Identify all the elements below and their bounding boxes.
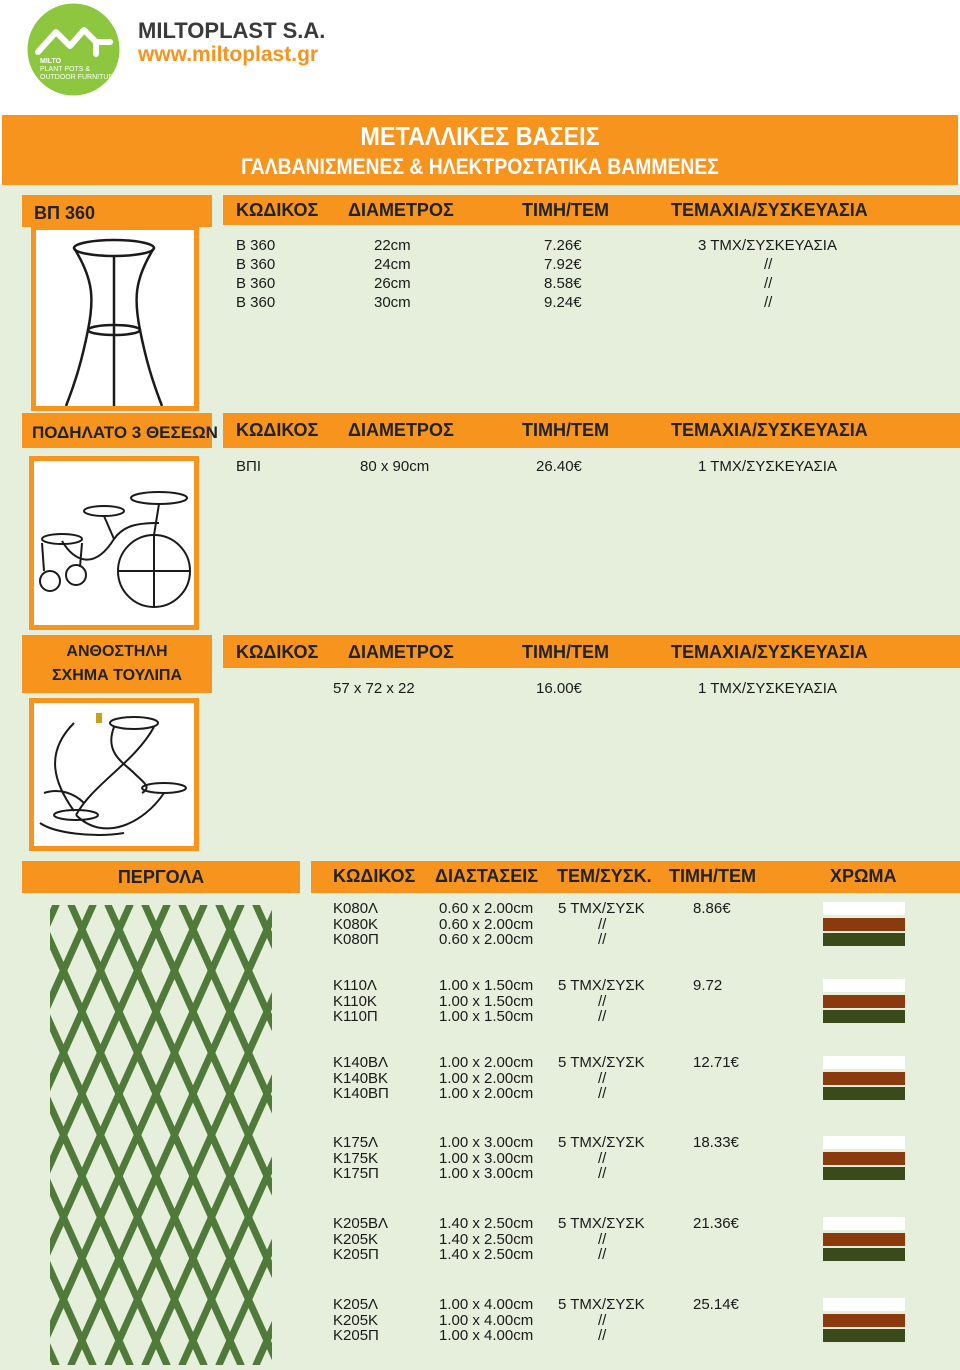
cell-pack: // xyxy=(598,1069,607,1087)
section-name-text: ΠΟΔΗΛΑΤΟ 3 ΘΕΣΕΩΝ xyxy=(32,423,218,442)
color-swatch xyxy=(823,902,905,915)
color-swatch xyxy=(823,995,905,1008)
col-header-price: ΤΙΜΗ/ΤΕΜ xyxy=(522,420,609,440)
cell-pack: // xyxy=(598,931,607,949)
cell-pack: // xyxy=(764,294,773,311)
cell-code: Κ080Λ xyxy=(333,900,379,917)
cell-diameter: 80 x 90cm xyxy=(360,458,430,475)
col-header-color: ΧΡΩΜΑ xyxy=(830,866,897,886)
cell-pack: 5 ΤΜΧ/ΣΥΣΚ xyxy=(558,1134,645,1151)
cell-pack: // xyxy=(598,1327,607,1345)
cell-dims: 0.60 x 2.00cm xyxy=(439,931,534,949)
color-swatch xyxy=(823,979,905,992)
product-image-tulip xyxy=(29,698,199,851)
col-header-dims: ΔΙΑΣΤΑΣΕΙΣ xyxy=(435,866,539,886)
cell-code: Β 360 xyxy=(236,275,276,292)
col-header-pack: ΤΕΜΑΧΙΑ/ΣΥΣΚΕΥΑΣΙΑ xyxy=(671,420,868,440)
col-header-code: ΚΩΔΙΚΟΣ xyxy=(333,866,416,886)
cell-dims: 1.00 x 3.00cm xyxy=(439,1149,534,1167)
color-swatch xyxy=(823,1087,905,1100)
col-header-pack: ΤΕΜΑΧΙΑ/ΣΥΣΚΕΥΑΣΙΑ xyxy=(671,642,868,662)
color-swatch xyxy=(823,918,905,931)
bicycle-planter-icon xyxy=(34,461,194,625)
cell-dims: 1.00 x 1.50cm xyxy=(439,977,534,994)
cell-dims: 0.60 x 2.00cm xyxy=(439,900,534,917)
cell-code: Κ080Π xyxy=(333,931,379,949)
cell-pack: 3 ΤΜΧ/ΣΥΣΚΕΥΑΣΙΑ xyxy=(698,237,837,254)
cell-code: Κ140ΒΚ xyxy=(333,1069,389,1087)
product-image-trellis xyxy=(50,905,272,1365)
cell-dims: 1.00 x 4.00cm xyxy=(439,1296,534,1313)
cell-pack: // xyxy=(598,1246,607,1264)
color-swatch xyxy=(823,1136,905,1149)
cell-code: Κ175Λ xyxy=(333,1134,379,1151)
color-swatch xyxy=(823,1248,905,1261)
cell-code: Κ110Λ xyxy=(333,977,377,994)
section-name-line-2: ΣΧΗΜΑ ΤΟΥΛΙΠΑ xyxy=(51,667,183,684)
cell-code: Κ205Π xyxy=(333,1327,379,1345)
section-name-line-1: ΑΝΘΟΣΤΗΛΗ xyxy=(66,643,168,660)
cell-dims: 1.00 x 3.00cm xyxy=(439,1134,534,1151)
product-image-bicycle xyxy=(29,456,199,630)
logo xyxy=(26,2,121,97)
color-swatch xyxy=(823,933,905,946)
cell-code: ΒΠΙ xyxy=(236,458,262,475)
section-name-text: ΒΠ 360 xyxy=(34,203,96,223)
cell-pack: // xyxy=(598,1085,607,1103)
cell-pack: 5 ΤΜΧ/ΣΥΣΚ xyxy=(558,1215,645,1232)
cell-diameter: 57 x 72 x 22 xyxy=(333,680,415,697)
product-image-bp360 xyxy=(31,225,199,411)
cell-pack: 5 ΤΜΧ/ΣΥΣΚ xyxy=(558,1296,645,1313)
cell-price: 9.24€ xyxy=(544,294,582,311)
cell-dims: 1.00 x 2.00cm xyxy=(439,1054,534,1071)
section-name-pergola xyxy=(22,861,300,893)
cell-code: Κ110Π xyxy=(333,1008,378,1026)
cell-code: Κ110Κ xyxy=(333,992,377,1010)
cell-dims: 1.40 x 2.50cm xyxy=(439,1215,534,1232)
cell-pack: // xyxy=(598,1149,607,1167)
cell-pack: // xyxy=(598,1311,607,1329)
color-swatch xyxy=(823,1314,905,1327)
col-header-code: ΚΩΔΙΚΟΣ xyxy=(236,200,319,220)
cell-pack: // xyxy=(598,1165,607,1183)
title-banner xyxy=(2,115,958,185)
col-header-price: ΤΙΜΗ/ΤΕΜ xyxy=(522,200,609,220)
cell-price: 7.92€ xyxy=(544,256,582,273)
cell-diameter: 30cm xyxy=(374,294,411,311)
cell-pack: // xyxy=(598,992,607,1010)
col-header-price: ΤΙΜΗ/ΤΕΜ xyxy=(522,642,609,662)
cell-dims: 1.00 x 3.00cm xyxy=(439,1165,534,1183)
banner-subtitle: ΓΑΛΒΑΝΙΣΜΕΝΕΣ & ΗΛΕΚΤΡΟΣΤΑΤΙΚΑ ΒΑΜΜΕΝΕΣ xyxy=(241,154,719,179)
col-header-diameter: ΔΙΑΜΕΤΡΟΣ xyxy=(348,200,454,220)
cell-dims: 1.00 x 2.00cm xyxy=(439,1085,534,1103)
cell-price: 8.58€ xyxy=(544,275,582,292)
cell-price: 25.14€ xyxy=(693,1296,739,1313)
section-name-text: ΠΕΡΓΟΛΑ xyxy=(117,867,205,887)
cell-code: Κ205Π xyxy=(333,1246,379,1264)
section-name-tulip xyxy=(22,635,212,693)
cell-pack: // xyxy=(764,256,773,273)
color-swatch xyxy=(823,1056,905,1069)
logo-line-2: PLANT POTS & xyxy=(40,66,91,73)
cell-dims: 1.40 x 2.50cm xyxy=(439,1246,534,1264)
cell-code: Β 360 xyxy=(236,256,276,273)
cell-dims: 1.00 x 1.50cm xyxy=(439,1008,534,1026)
color-swatch xyxy=(823,1298,905,1311)
cell-pack: 5 ΤΜΧ/ΣΥΣΚ xyxy=(558,1054,645,1071)
cell-dims: 1.00 x 2.00cm xyxy=(439,1069,534,1087)
cell-price: 21.36€ xyxy=(693,1215,739,1232)
col-header-code: ΚΩΔΙΚΟΣ xyxy=(236,642,319,662)
cell-code: Κ175Κ xyxy=(333,1149,379,1167)
col-header-pack: ΤΕΜΑΧΙΑ/ΣΥΣΚΕΥΑΣΙΑ xyxy=(671,200,868,220)
cell-price: 9.72 xyxy=(693,977,723,994)
cell-code: Κ080Κ xyxy=(333,915,379,933)
cell-code: Κ175Π xyxy=(333,1165,379,1183)
cell-pack: 1 ΤΜΧ/ΣΥΣΚΕΥΑΣΙΑ xyxy=(698,680,837,697)
cell-pack: // xyxy=(598,1008,607,1026)
banner-title: ΜΕΤΑΛΛΙΚΕΣ ΒΑΣΕΙΣ xyxy=(360,121,600,151)
cell-price: 18.33€ xyxy=(693,1134,739,1151)
plant-stand-icon xyxy=(36,230,194,406)
cell-dims: 0.60 x 2.00cm xyxy=(439,915,534,933)
cell-pack: 1 ΤΜΧ/ΣΥΣΚΕΥΑΣΙΑ xyxy=(698,458,837,475)
color-swatch xyxy=(823,1217,905,1230)
color-swatch xyxy=(823,1072,905,1085)
cell-pack: 5 ΤΜΧ/ΣΥΣΚ xyxy=(558,977,645,994)
cell-code: Κ140ΒΠ xyxy=(333,1085,389,1103)
logo-line-3: OUTDOOR FURNITURE xyxy=(40,74,119,81)
cell-price: 8.86€ xyxy=(693,900,731,917)
cell-price: 12.71€ xyxy=(693,1054,739,1071)
cell-dims: 1.00 x 1.50cm xyxy=(439,992,534,1010)
color-swatch xyxy=(823,1010,905,1023)
cell-code: Β 360 xyxy=(236,294,276,311)
company-name: MILTOPLAST S.A. xyxy=(138,18,326,43)
color-swatch xyxy=(823,1167,905,1180)
cell-pack: // xyxy=(598,915,607,933)
cell-pack: 5 ΤΜΧ/ΣΥΣΚ xyxy=(558,900,645,917)
cell-pack: // xyxy=(598,1230,607,1248)
logo-mark-icon xyxy=(26,2,121,97)
col-header-price: ΤΙΜΗ/ΤΕΜ xyxy=(669,866,756,886)
cell-price: 7.26€ xyxy=(544,237,582,254)
color-swatch xyxy=(823,1329,905,1342)
tulip-stand-icon xyxy=(34,703,194,846)
cell-dims: 1.00 x 4.00cm xyxy=(439,1311,534,1329)
col-header-pack: ΤΕΜ/ΣΥΣΚ. xyxy=(557,866,652,886)
cell-code: Κ205ΒΛ xyxy=(333,1215,389,1232)
cell-code: Κ140ΒΛ xyxy=(333,1054,389,1071)
cell-code: Β 360 xyxy=(236,237,276,254)
cell-code: Κ205Κ xyxy=(333,1230,379,1248)
color-swatch xyxy=(823,1233,905,1246)
cell-dims: 1.40 x 2.50cm xyxy=(439,1230,534,1248)
color-swatch xyxy=(823,1152,905,1165)
cell-code: Κ205Κ xyxy=(333,1311,379,1329)
cell-price: 26.40€ xyxy=(536,458,582,475)
cell-diameter: 22cm xyxy=(374,237,411,254)
col-header-diameter: ΔΙΑΜΕΤΡΟΣ xyxy=(348,420,454,440)
cell-dims: 1.00 x 4.00cm xyxy=(439,1327,534,1345)
trellis-icon xyxy=(50,905,272,1365)
cell-pack: // xyxy=(764,275,773,292)
cell-diameter: 24cm xyxy=(374,256,411,273)
cell-code: Κ205Λ xyxy=(333,1296,379,1313)
cell-diameter: 26cm xyxy=(374,275,411,292)
col-header-code: ΚΩΔΙΚΟΣ xyxy=(236,420,319,440)
col-header-diameter: ΔΙΑΜΕΤΡΟΣ xyxy=(348,642,454,662)
company-website[interactable]: www.miltoplast.gr xyxy=(138,43,319,66)
logo-line-1: MILTO xyxy=(40,58,62,65)
cell-price: 16.00€ xyxy=(536,680,582,697)
